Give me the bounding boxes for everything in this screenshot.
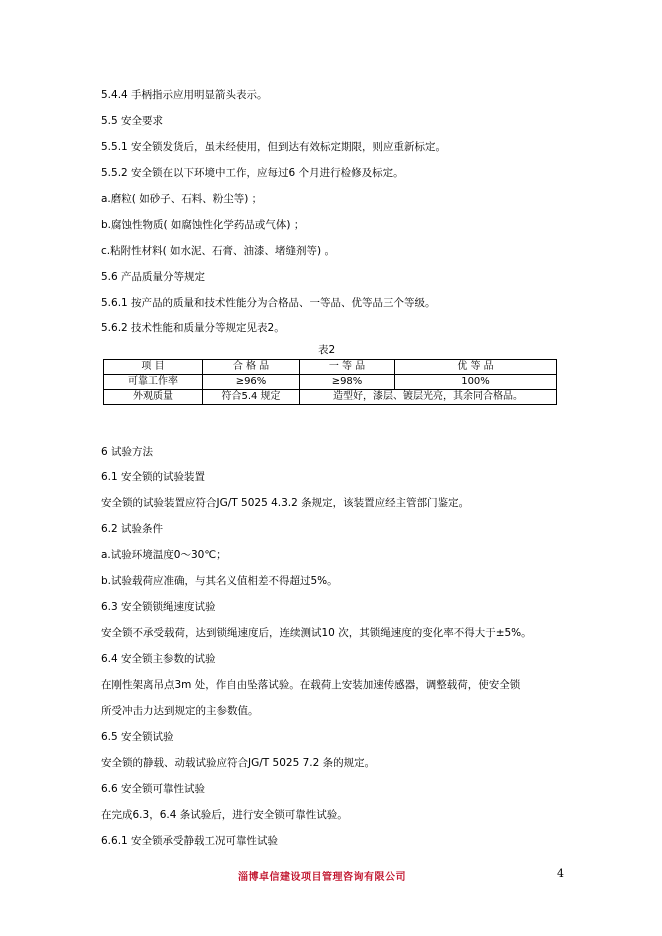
page-number: 4 (557, 867, 564, 880)
paragraph: 安全锁的试验装置应符合JG/T 5025 4.3.2 条规定，该装置应经主管部门鉴定。 (101, 497, 470, 509)
table-cell: 可靠工作率 (104, 375, 203, 390)
section-heading: 5.5 安全要求 (101, 115, 164, 127)
paragraph: 在刚性架离吊点3m 处，作自由坠落试验。在载荷上安装加速传感器，调整载荷，使安全锁 (101, 679, 521, 691)
table-row (104, 390, 557, 405)
table-row (104, 375, 557, 390)
table-header-row (104, 360, 557, 375)
paragraph: 5.5.1 安全锁发货后，虽未经使用，但到达有效标定期限，则应重新标定。 (101, 141, 447, 153)
footer-company-name: 淄博卓信建设项目管理咨询有限公司 (238, 872, 406, 883)
paragraph: 安全锁不承受载荷，达到锁绳速度后，连续测试10 次，其锁绳速度的变化率不得大于±5%。 (101, 627, 532, 639)
table-cell: 符合5.4 规定 (203, 390, 300, 405)
paragraph: 5.6.1 按产品的质量和技术性能分为合格品、一等品、优等品三个等级。 (101, 297, 436, 309)
list-item: a.试验环境温度0～30℃； (101, 549, 227, 561)
list-item: b.试验载荷应准确，与其名义值相差不得超过5%。 (101, 575, 338, 587)
table-cell: ≥98% (300, 375, 395, 390)
section-heading: 6.6.1 安全锁承受静载工况可靠性试验 (101, 835, 279, 847)
quality-grade-table (103, 359, 557, 405)
section-heading: 5.6 产品质量分等规定 (101, 271, 206, 283)
list-item: b.腐蚀性物质( 如腐蚀性化学药品或气体) ； (101, 219, 305, 231)
section-heading: 6.4 安全锁主参数的试验 (101, 653, 216, 665)
table-header-cell: 一 等 品 (300, 360, 395, 375)
paragraph: 5.5.2 安全锁在以下环境中工作，应每过6 个月进行检修及标定。 (101, 167, 404, 179)
list-item: a.磨粒( 如砂子、石料、粉尘等) ； (101, 193, 263, 205)
table-header-cell: 优 等 品 (395, 360, 557, 375)
paragraph: 安全锁的静载、动载试验应符合JG/T 5025 7.2 条的规定。 (101, 757, 376, 769)
table-cell: ≥96% (203, 375, 300, 390)
table-header-cell: 项 目 (104, 360, 203, 375)
paragraph: 5.6.2 技术性能和质量分等规定见表2。 (101, 322, 285, 334)
section-heading: 6.6 安全锁可靠性试验 (101, 783, 206, 795)
table-cell: 外观质量 (104, 390, 203, 405)
table-header-cell: 合 格 品 (203, 360, 300, 375)
section-heading: 6.3 安全锁锁绳速度试验 (101, 601, 216, 613)
section-heading: 6.2 试验条件 (101, 523, 164, 535)
section-heading: 6 试验方法 (101, 446, 154, 458)
table-cell: 100% (395, 375, 557, 390)
paragraph: 所受冲击力达到规定的主参数值。 (101, 705, 259, 717)
table-caption: 表2 (318, 344, 336, 356)
section-heading: 6.1 安全锁的试验装置 (101, 471, 206, 483)
section-heading: 5.4.4 手柄指示应用明显箭头表示。 (101, 89, 268, 101)
table-cell: 造型好，漆层、镀层光亮，其余同合格品。 (300, 390, 557, 405)
paragraph: 在完成6.3，6.4 条试验后，进行安全锁可靠性试验。 (101, 809, 348, 821)
list-item: c.粘附性材料( 如水泥、石膏、油漆、堵缝剂等) 。 (101, 245, 335, 257)
section-heading: 6.5 安全锁试验 (101, 731, 174, 743)
